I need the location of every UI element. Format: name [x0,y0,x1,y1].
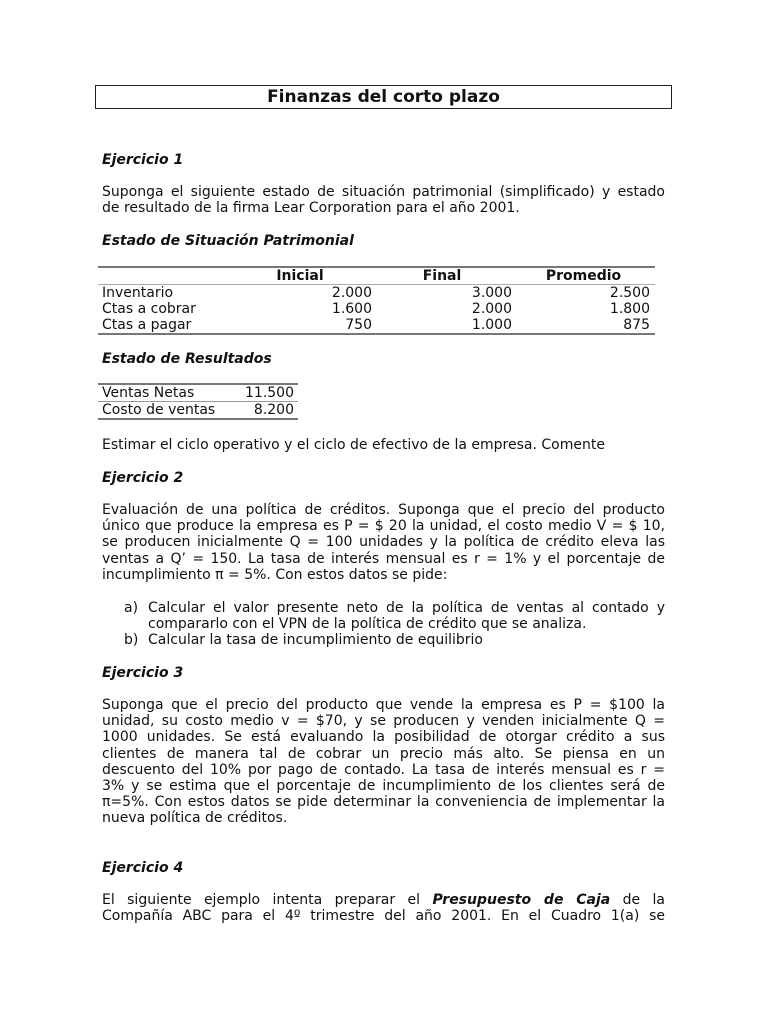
list-item-line-1: Calcular el valor presente neto de la política de ventas al contado y [148,600,665,616]
exercise-4-line-1 [102,892,665,908]
cell-value: 750 [345,317,372,333]
exercise-2-line-2: único que produce la empresa es P = $ 20 la unidad, el costo medio V = $ 10, [102,518,665,535]
income-statement-table [98,383,298,420]
exercise-3-line-2: unidad, su costo medio v = $70, y se producen y venden inicialmente Q = [102,713,665,730]
exercise-3-line-4: clientes de manera tal de cobrar un precio más alto. Se piensa en un [102,745,665,762]
cell-value: 11.500 [228,384,298,402]
table-row [98,301,655,317]
exercise-3-line-6: 3% y se estima que el porcentaje de incumplimiento de los clientes será de [102,778,665,795]
exercise-1-intro [102,184,665,216]
row-label: Inventario [102,285,174,301]
exercise-4-text [102,892,665,924]
exercise-3-line-7: π=5%. Con estos datos se pide determinar la conveniencia de implementar la [102,794,665,811]
list-item-line-2: compararlo con el VPN de la política de crédito que se analiza. [148,616,587,633]
exercise-2-line-3: se producen inicialmente Q = 100 unidades y la política de crédito eleva las [102,534,665,551]
table-header-cell: Promedio [512,267,655,285]
cell-value: 3.000 [471,285,512,301]
exercise-1-intro-line-1: Suponga el siguiente estado de situación patrimonial (simplificado) y estado [102,184,665,200]
exercise-1-heading: Ejercicio 1 [102,152,184,168]
cell-value: 2.500 [609,285,650,301]
row-label: Ctas a pagar [102,317,192,333]
exercise-4-line-1-start: El siguiente ejemplo intenta preparar el [102,892,421,908]
page-title: Finanzas del corto plazo [95,85,672,109]
cell-value: 1.600 [331,301,372,317]
table-row [98,285,655,302]
exercise-3-line-5: descuento del 10% por pago de contado. La tasa de interés mensual es r = [102,761,665,778]
list-item-line-1: Calcular la tasa de incumplimiento de equilibrio [148,632,483,649]
cell-value: 1.000 [471,317,512,333]
exercise-2-text [102,502,665,583]
table-header-cell [98,267,228,285]
exercise-2-task-list [124,600,665,649]
exercise-3-line-1: Suponga que el precio del producto que vende la empresa es P = $100 la [102,697,665,713]
exercise-2-line-5: incumplimiento π = 5%. Con estos datos se pide: [102,566,448,583]
exercise-3-line-3: 1000 unidades. Se está evaluando la posibilidad de otorgar crédito a sus [102,729,665,746]
balance-sheet-heading: Estado de Situación Patrimonial [102,233,354,249]
exercise-3-heading: Ejercicio 3 [102,665,184,681]
exercise-3-text [102,697,665,827]
exercise-4-line-1-end: de la [622,892,666,908]
cell-value: 875 [623,317,650,333]
list-item [124,600,665,632]
cell-value: 2.000 [471,301,512,317]
exercise-1-task-text: Estimar el ciclo operativo y el ciclo de efectivo de la empresa. Comente [102,437,605,453]
table-header-cell: Inicial [228,267,372,285]
table-row [98,402,298,420]
exercise-2-heading: Ejercicio 2 [102,470,184,486]
table-row [98,317,655,334]
table-header-cell: Final [372,267,512,285]
row-label: Ctas a cobrar [102,301,196,317]
exercise-2-line-1: Evaluación de una política de créditos. Suponga que el precio del producto [102,502,665,518]
cell-value: 8.200 [253,402,294,418]
table-row [98,384,298,402]
income-statement-heading: Estado de Resultados [102,351,272,367]
exercise-4-line-2: Compañía ABC para el 4º trimestre del año 2001. En el Cuadro 1(a) se [102,908,665,925]
list-marker: b) [124,632,139,649]
exercise-4-heading: Ejercicio 4 [102,860,184,876]
exercise-2-line-4: ventas a Q’ = 150. La tasa de interés mensual es r = 1% y el porcentaje de [102,550,665,567]
exercise-1-intro-line-2: de resultado de la firma Lear Corporation para el año 2001. [102,200,520,217]
cell-value: 2.000 [331,285,372,301]
cash-budget-emphasis: Presupuesto de Caja [432,892,611,908]
list-item [124,632,665,648]
table-header-row [98,267,655,285]
cell-value: 1.800 [609,301,650,317]
row-label: Ventas Netas [98,384,228,402]
row-label: Costo de ventas [102,402,216,418]
list-marker: a) [124,600,139,616]
balance-sheet-table [98,266,655,335]
exercise-3-line-8: nueva política de créditos. [102,810,288,827]
exercise-1-task [102,437,665,453]
